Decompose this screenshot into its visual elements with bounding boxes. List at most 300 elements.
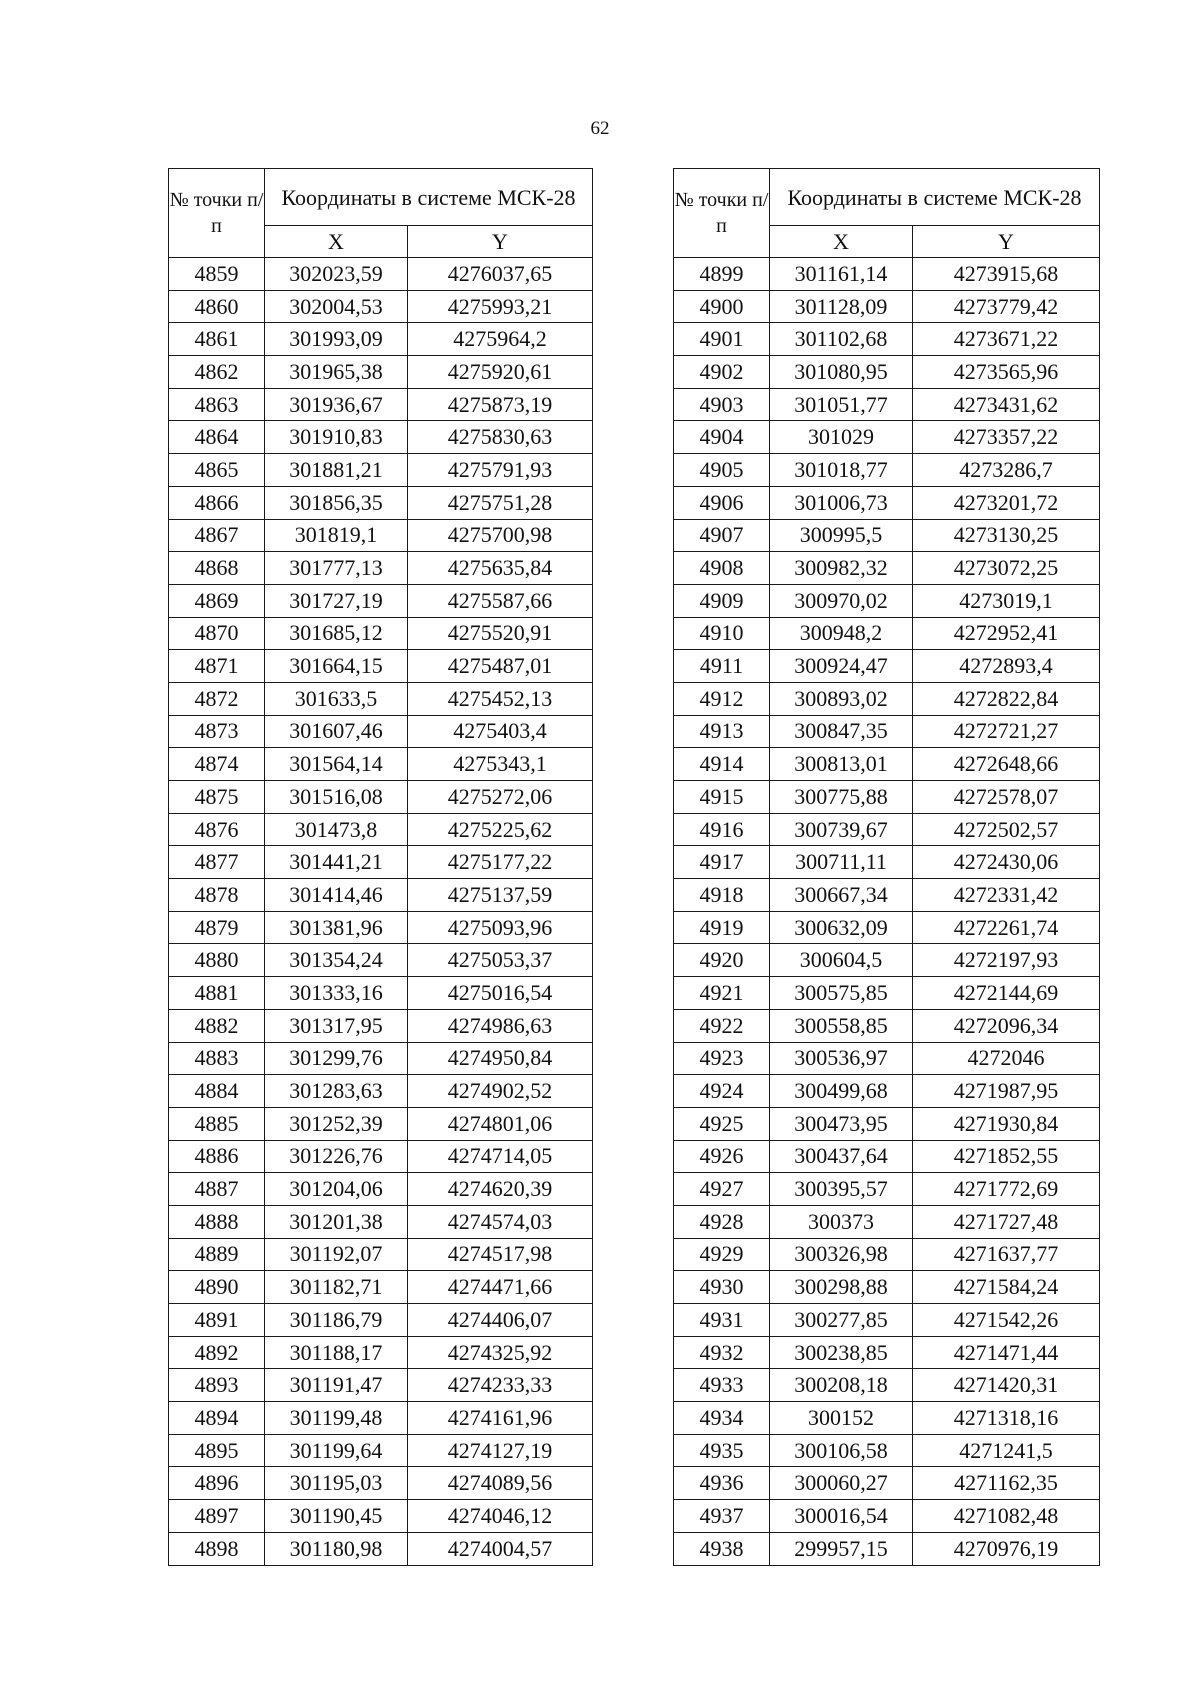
- x-coordinate-cell: 301128,09: [770, 290, 913, 323]
- point-number-cell: 4871: [169, 650, 265, 683]
- table-row: [169, 1042, 593, 1075]
- table-row: [169, 1500, 593, 1533]
- y-coordinate-cell: 4274620,39: [408, 1173, 593, 1206]
- y-coordinate-cell: 4274986,63: [408, 1009, 593, 1042]
- y-coordinate-cell: 4274325,92: [408, 1336, 593, 1369]
- x-coordinate-cell: 301441,21: [265, 846, 408, 879]
- header-x: X: [265, 226, 408, 258]
- table-row: [169, 421, 593, 454]
- y-coordinate-cell: 4273357,22: [913, 421, 1100, 454]
- y-coordinate-cell: 4275272,06: [408, 781, 593, 814]
- y-coordinate-cell: 4275053,37: [408, 944, 593, 977]
- x-coordinate-cell: 300499,68: [770, 1075, 913, 1108]
- point-number-cell: 4878: [169, 879, 265, 912]
- header-y: Y: [408, 226, 593, 258]
- table-row: [169, 552, 593, 585]
- point-number-cell: 4917: [674, 846, 770, 879]
- y-coordinate-cell: 4275920,61: [408, 356, 593, 389]
- point-number-cell: 4925: [674, 1107, 770, 1140]
- table-row: [674, 258, 1100, 291]
- table-row: [674, 1042, 1100, 1075]
- y-coordinate-cell: 4275873,19: [408, 388, 593, 421]
- y-coordinate-cell: 4273565,96: [913, 356, 1100, 389]
- table-row: [674, 454, 1100, 487]
- table-row: [674, 356, 1100, 389]
- table-row: [674, 813, 1100, 846]
- x-coordinate-cell: 300995,5: [770, 519, 913, 552]
- point-number-cell: 4921: [674, 977, 770, 1010]
- x-coordinate-cell: 300152: [770, 1402, 913, 1435]
- y-coordinate-cell: 4275964,2: [408, 323, 593, 356]
- point-number-cell: 4937: [674, 1500, 770, 1533]
- point-number-cell: 4889: [169, 1238, 265, 1271]
- point-number-cell: 4914: [674, 748, 770, 781]
- x-coordinate-cell: 301195,03: [265, 1467, 408, 1500]
- x-coordinate-cell: 300060,27: [770, 1467, 913, 1500]
- y-coordinate-cell: 4275830,63: [408, 421, 593, 454]
- table-row: [169, 781, 593, 814]
- y-coordinate-cell: 4275791,93: [408, 454, 593, 487]
- x-coordinate-cell: 301029: [770, 421, 913, 454]
- y-coordinate-cell: 4272893,4: [913, 650, 1100, 683]
- table-row: [674, 846, 1100, 879]
- x-coordinate-cell: 301199,48: [265, 1402, 408, 1435]
- point-number-cell: 4883: [169, 1042, 265, 1075]
- table-row: [674, 1009, 1100, 1042]
- point-number-cell: 4920: [674, 944, 770, 977]
- y-coordinate-cell: 4272721,27: [913, 715, 1100, 748]
- y-coordinate-cell: 4274950,84: [408, 1042, 593, 1075]
- point-number-cell: 4884: [169, 1075, 265, 1108]
- table-row: [674, 944, 1100, 977]
- y-coordinate-cell: 4275452,13: [408, 682, 593, 715]
- x-coordinate-cell: 301188,17: [265, 1336, 408, 1369]
- table-row: [169, 1434, 593, 1467]
- x-coordinate-cell: 301252,39: [265, 1107, 408, 1140]
- x-coordinate-cell: 299957,15: [770, 1532, 913, 1565]
- point-number-cell: 4875: [169, 781, 265, 814]
- y-coordinate-cell: 4275487,01: [408, 650, 593, 683]
- y-coordinate-cell: 4271241,5: [913, 1434, 1100, 1467]
- x-coordinate-cell: 301564,14: [265, 748, 408, 781]
- point-number-cell: 4929: [674, 1238, 770, 1271]
- table-row: [169, 1140, 593, 1173]
- x-coordinate-cell: 300948,2: [770, 617, 913, 650]
- table-row: [169, 813, 593, 846]
- point-number-cell: 4888: [169, 1205, 265, 1238]
- point-number-cell: 4922: [674, 1009, 770, 1042]
- table-row: [674, 552, 1100, 585]
- point-number-cell: 4869: [169, 584, 265, 617]
- x-coordinate-cell: 300813,01: [770, 748, 913, 781]
- point-number-cell: 4880: [169, 944, 265, 977]
- point-number-cell: 4932: [674, 1336, 770, 1369]
- table-row: [169, 911, 593, 944]
- table-row: [169, 1075, 593, 1108]
- table-row: [674, 388, 1100, 421]
- x-coordinate-cell: 301881,21: [265, 454, 408, 487]
- point-number-cell: 4891: [169, 1304, 265, 1337]
- x-coordinate-cell: 302023,59: [265, 258, 408, 291]
- x-coordinate-cell: 301186,79: [265, 1304, 408, 1337]
- y-coordinate-cell: 4271987,95: [913, 1075, 1100, 1108]
- y-coordinate-cell: 4274517,98: [408, 1238, 593, 1271]
- table-row: [169, 1173, 593, 1206]
- point-number-cell: 4873: [169, 715, 265, 748]
- y-coordinate-cell: 4275225,62: [408, 813, 593, 846]
- point-number-cell: 4865: [169, 454, 265, 487]
- point-number-cell: 4908: [674, 552, 770, 585]
- table-row: [674, 1107, 1100, 1140]
- x-coordinate-cell: 301182,71: [265, 1271, 408, 1304]
- y-coordinate-cell: 4273431,62: [913, 388, 1100, 421]
- y-coordinate-cell: 4273201,72: [913, 486, 1100, 519]
- y-coordinate-cell: 4274902,52: [408, 1075, 593, 1108]
- point-number-cell: 4909: [674, 584, 770, 617]
- table-row: [169, 944, 593, 977]
- point-number-cell: 4901: [674, 323, 770, 356]
- x-coordinate-cell: 301006,73: [770, 486, 913, 519]
- table-row: [674, 682, 1100, 715]
- table-row: [674, 879, 1100, 912]
- table-row: [674, 1304, 1100, 1337]
- x-coordinate-cell: 300711,11: [770, 846, 913, 879]
- table-row: [674, 650, 1100, 683]
- point-number-cell: 4927: [674, 1173, 770, 1206]
- point-number-cell: 4905: [674, 454, 770, 487]
- y-coordinate-cell: 4271471,44: [913, 1336, 1100, 1369]
- y-coordinate-cell: 4274161,96: [408, 1402, 593, 1435]
- y-coordinate-cell: 4273286,7: [913, 454, 1100, 487]
- table-row: [674, 1173, 1100, 1206]
- y-coordinate-cell: 4272046: [913, 1042, 1100, 1075]
- y-coordinate-cell: 4272430,06: [913, 846, 1100, 879]
- point-number-cell: 4897: [169, 1500, 265, 1533]
- point-number-cell: 4882: [169, 1009, 265, 1042]
- y-coordinate-cell: 4274127,19: [408, 1434, 593, 1467]
- y-coordinate-cell: 4275016,54: [408, 977, 593, 1010]
- x-coordinate-cell: 300298,88: [770, 1271, 913, 1304]
- x-coordinate-cell: 301199,64: [265, 1434, 408, 1467]
- coordinates-table-right: [673, 168, 1100, 1566]
- point-number-cell: 4924: [674, 1075, 770, 1108]
- point-number-cell: 4861: [169, 323, 265, 356]
- point-number-cell: 4915: [674, 781, 770, 814]
- y-coordinate-cell: 4274471,66: [408, 1271, 593, 1304]
- x-coordinate-cell: 301685,12: [265, 617, 408, 650]
- y-coordinate-cell: 4272578,07: [913, 781, 1100, 814]
- table-row: [169, 1271, 593, 1304]
- table-row: [169, 486, 593, 519]
- point-number-cell: 4919: [674, 911, 770, 944]
- point-number-cell: 4859: [169, 258, 265, 291]
- x-coordinate-cell: 301936,67: [265, 388, 408, 421]
- point-number-cell: 4903: [674, 388, 770, 421]
- x-coordinate-cell: 301664,15: [265, 650, 408, 683]
- point-number-cell: 4870: [169, 617, 265, 650]
- x-coordinate-cell: 300667,34: [770, 879, 913, 912]
- point-number-cell: 4910: [674, 617, 770, 650]
- table-row: [169, 584, 593, 617]
- y-coordinate-cell: 4271542,26: [913, 1304, 1100, 1337]
- point-number-cell: 4866: [169, 486, 265, 519]
- y-coordinate-cell: 4271082,48: [913, 1500, 1100, 1533]
- table-body: [674, 258, 1100, 1566]
- table-row: [169, 1205, 593, 1238]
- point-number-cell: 4930: [674, 1271, 770, 1304]
- y-coordinate-cell: 4271930,84: [913, 1107, 1100, 1140]
- x-coordinate-cell: 301856,35: [265, 486, 408, 519]
- table-row: [674, 1467, 1100, 1500]
- table-row: [169, 323, 593, 356]
- y-coordinate-cell: 4272261,74: [913, 911, 1100, 944]
- x-coordinate-cell: 301299,76: [265, 1042, 408, 1075]
- point-number-cell: 4876: [169, 813, 265, 846]
- x-coordinate-cell: 301607,46: [265, 715, 408, 748]
- header-y: Y: [913, 226, 1100, 258]
- y-coordinate-cell: 4275137,59: [408, 879, 593, 912]
- x-coordinate-cell: 301161,14: [770, 258, 913, 291]
- y-coordinate-cell: 4271852,55: [913, 1140, 1100, 1173]
- y-coordinate-cell: 4272648,66: [913, 748, 1100, 781]
- y-coordinate-cell: 4272197,93: [913, 944, 1100, 977]
- y-coordinate-cell: 4274406,07: [408, 1304, 593, 1337]
- point-number-cell: 4860: [169, 290, 265, 323]
- header-coordinate-system: Координаты в системе МСК-28: [265, 169, 593, 226]
- y-coordinate-cell: 4271584,24: [913, 1271, 1100, 1304]
- x-coordinate-cell: 301777,13: [265, 552, 408, 585]
- point-number-cell: 4895: [169, 1434, 265, 1467]
- table-row: [674, 1434, 1100, 1467]
- point-number-cell: 4911: [674, 650, 770, 683]
- x-coordinate-cell: 300016,54: [770, 1500, 913, 1533]
- table-row: [169, 454, 593, 487]
- y-coordinate-cell: 4276037,65: [408, 258, 593, 291]
- table-row: [169, 977, 593, 1010]
- y-coordinate-cell: 4271637,77: [913, 1238, 1100, 1271]
- point-number-cell: 4872: [169, 682, 265, 715]
- y-coordinate-cell: 4275093,96: [408, 911, 593, 944]
- point-number-cell: 4926: [674, 1140, 770, 1173]
- y-coordinate-cell: 4271318,16: [913, 1402, 1100, 1435]
- table-row: [674, 715, 1100, 748]
- table-row: [674, 519, 1100, 552]
- x-coordinate-cell: 300632,09: [770, 911, 913, 944]
- point-number-cell: 4931: [674, 1304, 770, 1337]
- point-number-cell: 4900: [674, 290, 770, 323]
- x-coordinate-cell: 301633,5: [265, 682, 408, 715]
- point-number-cell: 4928: [674, 1205, 770, 1238]
- x-coordinate-cell: 301102,68: [770, 323, 913, 356]
- x-coordinate-cell: 301727,19: [265, 584, 408, 617]
- table-row: [169, 356, 593, 389]
- y-coordinate-cell: 4273915,68: [913, 258, 1100, 291]
- x-coordinate-cell: 300558,85: [770, 1009, 913, 1042]
- table-row: [169, 1238, 593, 1271]
- table-row: [169, 1009, 593, 1042]
- y-coordinate-cell: 4275635,84: [408, 552, 593, 585]
- x-coordinate-cell: 301201,38: [265, 1205, 408, 1238]
- point-number-cell: 4934: [674, 1402, 770, 1435]
- point-number-cell: 4892: [169, 1336, 265, 1369]
- x-coordinate-cell: 300970,02: [770, 584, 913, 617]
- table-row: [674, 1336, 1100, 1369]
- x-coordinate-cell: 300208,18: [770, 1369, 913, 1402]
- header-point-number: № точки п/п: [169, 169, 265, 258]
- table-row: [674, 1402, 1100, 1435]
- y-coordinate-cell: 4272096,34: [913, 1009, 1100, 1042]
- table-row: [674, 421, 1100, 454]
- table-row: [674, 781, 1100, 814]
- x-coordinate-cell: 301283,63: [265, 1075, 408, 1108]
- y-coordinate-cell: 4274004,57: [408, 1532, 593, 1565]
- table-row: [674, 584, 1100, 617]
- table-row: [674, 911, 1100, 944]
- y-coordinate-cell: 4271162,35: [913, 1467, 1100, 1500]
- y-coordinate-cell: 4273779,42: [913, 290, 1100, 323]
- x-coordinate-cell: 301226,76: [265, 1140, 408, 1173]
- y-coordinate-cell: 4275403,4: [408, 715, 593, 748]
- table-row: [169, 846, 593, 879]
- point-number-cell: 4890: [169, 1271, 265, 1304]
- table-row: [169, 519, 593, 552]
- y-coordinate-cell: 4272144,69: [913, 977, 1100, 1010]
- y-coordinate-cell: 4275700,98: [408, 519, 593, 552]
- table-row: [169, 388, 593, 421]
- x-coordinate-cell: 301414,46: [265, 879, 408, 912]
- x-coordinate-cell: 300775,88: [770, 781, 913, 814]
- x-coordinate-cell: 301819,1: [265, 519, 408, 552]
- y-coordinate-cell: 4271420,31: [913, 1369, 1100, 1402]
- table-row: [169, 1369, 593, 1402]
- x-coordinate-cell: 300739,67: [770, 813, 913, 846]
- x-coordinate-cell: 300277,85: [770, 1304, 913, 1337]
- table-row: [674, 1205, 1100, 1238]
- x-coordinate-cell: 301317,95: [265, 1009, 408, 1042]
- y-coordinate-cell: 4275993,21: [408, 290, 593, 323]
- point-number-cell: 4907: [674, 519, 770, 552]
- x-coordinate-cell: 300395,57: [770, 1173, 913, 1206]
- point-number-cell: 4899: [674, 258, 770, 291]
- x-coordinate-cell: 301965,38: [265, 356, 408, 389]
- y-coordinate-cell: 4275751,28: [408, 486, 593, 519]
- x-coordinate-cell: 300604,5: [770, 944, 913, 977]
- table-row: [169, 748, 593, 781]
- x-coordinate-cell: 302004,53: [265, 290, 408, 323]
- header-coordinate-system: Координаты в системе МСК-28: [770, 169, 1100, 226]
- coordinates-table-left: [168, 168, 593, 1566]
- point-number-cell: 4893: [169, 1369, 265, 1402]
- x-coordinate-cell: 301192,07: [265, 1238, 408, 1271]
- point-number-cell: 4912: [674, 682, 770, 715]
- x-coordinate-cell: 301910,83: [265, 421, 408, 454]
- point-number-cell: 4936: [674, 1467, 770, 1500]
- point-number-cell: 4918: [674, 879, 770, 912]
- table-row: [674, 323, 1100, 356]
- y-coordinate-cell: 4274714,05: [408, 1140, 593, 1173]
- y-coordinate-cell: 4271727,48: [913, 1205, 1100, 1238]
- table-row: [169, 1467, 593, 1500]
- point-number-cell: 4868: [169, 552, 265, 585]
- y-coordinate-cell: 4272331,42: [913, 879, 1100, 912]
- header-x: X: [770, 226, 913, 258]
- table-row: [674, 977, 1100, 1010]
- point-number-cell: 4933: [674, 1369, 770, 1402]
- point-number-cell: 4885: [169, 1107, 265, 1140]
- table-row: [169, 617, 593, 650]
- table-body: [169, 258, 593, 1566]
- x-coordinate-cell: 300536,97: [770, 1042, 913, 1075]
- x-coordinate-cell: 300473,95: [770, 1107, 913, 1140]
- y-coordinate-cell: 4273671,22: [913, 323, 1100, 356]
- x-coordinate-cell: 301190,45: [265, 1500, 408, 1533]
- x-coordinate-cell: 300575,85: [770, 977, 913, 1010]
- x-coordinate-cell: 301180,98: [265, 1532, 408, 1565]
- x-coordinate-cell: 301191,47: [265, 1369, 408, 1402]
- point-number-cell: 4881: [169, 977, 265, 1010]
- point-number-cell: 4867: [169, 519, 265, 552]
- table-row: [169, 1532, 593, 1565]
- x-coordinate-cell: 300847,35: [770, 715, 913, 748]
- x-coordinate-cell: 300437,64: [770, 1140, 913, 1173]
- table-row: [674, 1500, 1100, 1533]
- y-coordinate-cell: 4273130,25: [913, 519, 1100, 552]
- x-coordinate-cell: 301516,08: [265, 781, 408, 814]
- table-row: [674, 748, 1100, 781]
- point-number-cell: 4896: [169, 1467, 265, 1500]
- page-number: 62: [590, 118, 610, 139]
- x-coordinate-cell: 301473,8: [265, 813, 408, 846]
- x-coordinate-cell: 301993,09: [265, 323, 408, 356]
- x-coordinate-cell: 300893,02: [770, 682, 913, 715]
- point-number-cell: 4906: [674, 486, 770, 519]
- y-coordinate-cell: 4275587,66: [408, 584, 593, 617]
- x-coordinate-cell: 301204,06: [265, 1173, 408, 1206]
- table-row: [674, 1271, 1100, 1304]
- x-coordinate-cell: 300238,85: [770, 1336, 913, 1369]
- y-coordinate-cell: 4274801,06: [408, 1107, 593, 1140]
- table-row: [169, 1402, 593, 1435]
- y-coordinate-cell: 4274574,03: [408, 1205, 593, 1238]
- table-row: [674, 1140, 1100, 1173]
- table-row: [169, 290, 593, 323]
- table-row: [169, 1304, 593, 1337]
- x-coordinate-cell: 300373: [770, 1205, 913, 1238]
- y-coordinate-cell: 4275343,1: [408, 748, 593, 781]
- y-coordinate-cell: 4272822,84: [913, 682, 1100, 715]
- point-number-cell: 4862: [169, 356, 265, 389]
- table-row: [169, 879, 593, 912]
- point-number-cell: 4863: [169, 388, 265, 421]
- table-row: [169, 715, 593, 748]
- point-number-cell: 4887: [169, 1173, 265, 1206]
- y-coordinate-cell: 4273072,25: [913, 552, 1100, 585]
- x-coordinate-cell: 301381,96: [265, 911, 408, 944]
- point-number-cell: 4898: [169, 1532, 265, 1565]
- y-coordinate-cell: 4270976,19: [913, 1532, 1100, 1565]
- x-coordinate-cell: 300982,32: [770, 552, 913, 585]
- point-number-cell: 4864: [169, 421, 265, 454]
- y-coordinate-cell: 4274046,12: [408, 1500, 593, 1533]
- table-row: [169, 682, 593, 715]
- table-row: [674, 1532, 1100, 1565]
- table-row: [674, 1238, 1100, 1271]
- y-coordinate-cell: 4272502,57: [913, 813, 1100, 846]
- y-coordinate-cell: 4275520,91: [408, 617, 593, 650]
- point-number-cell: 4902: [674, 356, 770, 389]
- y-coordinate-cell: 4272952,41: [913, 617, 1100, 650]
- table-row: [674, 617, 1100, 650]
